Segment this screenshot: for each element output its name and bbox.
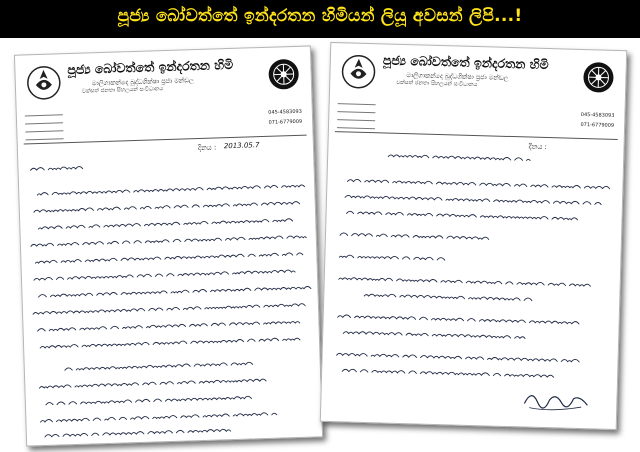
- letterhead-subtitle-2: වක්සත් ජනතා සිහලයන් සංවිධානය: [82, 86, 164, 95]
- handwriting-line: [31, 235, 306, 246]
- letterhead-title: පූජ්‍ය බෝවත්තේ ඉන්දරතන හිමි: [382, 52, 549, 73]
- handwriting-line: [364, 294, 536, 301]
- handwriting-line: [342, 369, 553, 377]
- handwriting-line: [338, 315, 583, 324]
- handwritten-text: [321, 43, 626, 429]
- date-value: 2013.05.7: [223, 141, 260, 151]
- handwriting-line: [347, 179, 613, 189]
- handwriting-line: [347, 211, 578, 220]
- signature-icon: [521, 383, 592, 415]
- letterhead-phone-2: 071-6779009: [268, 118, 303, 126]
- handwriting-line: [39, 379, 266, 389]
- handwriting-line: [34, 201, 304, 212]
- handwriting-line: [339, 255, 449, 261]
- handwriting-line: [337, 353, 584, 362]
- handwriting-line: [40, 337, 300, 348]
- handwriting-line: [33, 303, 305, 314]
- letterhead-subtitle-2: වක්සත් ජනතා සිහලයන් සංවිධානය: [396, 79, 478, 89]
- letterhead-subtitle: මාලිගාකන්දෙ බුද්ධශික්ෂා ප්‍රජා මන්ඩල: [91, 76, 195, 88]
- handwriting-line: [345, 195, 601, 205]
- date-label: දිනය :: [197, 143, 217, 153]
- headline-title: පූජ්‍ය බෝවත්තේ ඉන්දරතන හිමියන් ලියූ අවසන් ලිපි...!: [117, 6, 523, 26]
- handwriting-line: [40, 412, 276, 422]
- handwriting-line: [30, 166, 82, 170]
- handwriting-line: [38, 286, 310, 297]
- letter-page-right: [320, 42, 627, 430]
- handwriting-line: [65, 362, 257, 371]
- letter-page-left: [14, 45, 323, 446]
- handwriting-line: [46, 396, 256, 405]
- handwriting-line: [37, 184, 304, 195]
- letterhead-subtitle: මාලිගාකන්දෙ බුද්ධශික්ෂා ප්‍රජා මන්ඩල: [406, 71, 509, 82]
- handwriting-line: [388, 154, 530, 160]
- headline-banner: [0, 0, 640, 38]
- letterhead-title: පූජ්‍ය බෝවත්තේ ඉන්දරතන හිමි: [67, 56, 234, 78]
- handwriting-line: [45, 429, 231, 437]
- handwriting-line: [340, 233, 489, 240]
- handwriting-line: [343, 331, 525, 338]
- letterhead-phone-1: 045-4583093: [268, 108, 302, 116]
- handwriting-line: [38, 320, 300, 331]
- handwriting-line: [34, 270, 295, 281]
- handwritten-text: [15, 46, 322, 445]
- letterhead-phone-2: 071-6779009: [580, 121, 615, 129]
- handwriting-line: [38, 218, 296, 229]
- handwriting-line: [35, 252, 302, 263]
- letterhead-phone-1: 045-4583093: [580, 111, 615, 119]
- handwriting-line: [339, 277, 591, 286]
- date-label: දිනය :: [528, 142, 548, 152]
